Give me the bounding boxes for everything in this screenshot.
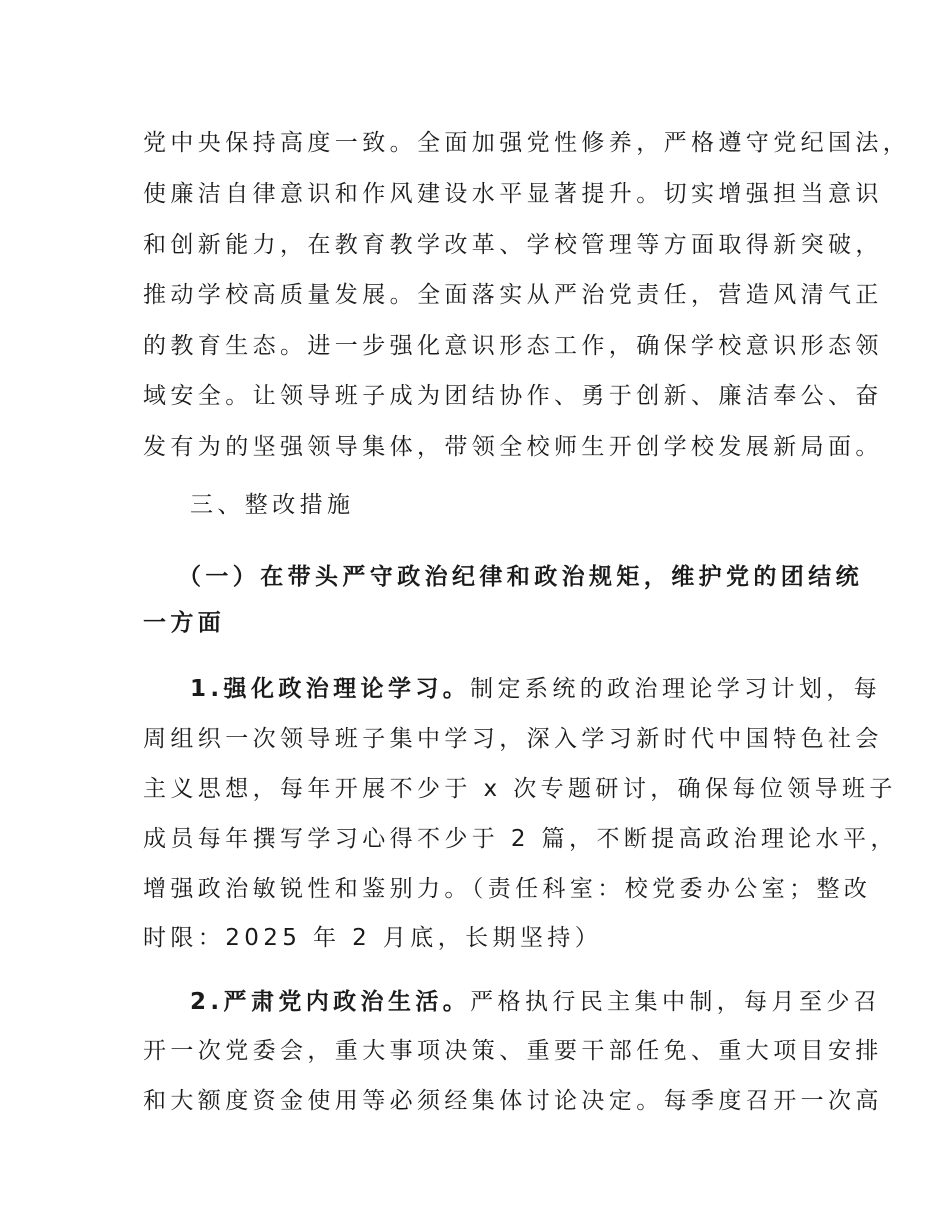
item1-line-4: 成员每年撰写学习心得不少于 2 篇，不断提高政治理论水平，: [143, 826, 898, 852]
intro-line-4: 推动学校高质量发展。全面落实从严治党责任，营造风清气正: [143, 282, 883, 308]
item2-line-3: 和大额度资金使用等必须经集体讨论决定。每季度召开一次高: [143, 1088, 883, 1114]
intro-line-3: 和创新能力，在教育教学改革、学校管理等方面取得新突破，: [143, 232, 883, 258]
intro-line-1: 党中央保持高度一致。全面加强党性修养，严格遵守党纪国法，: [143, 130, 911, 156]
subsection-heading-line-1: （一）在带头严守政治纪律和政治规矩，维护党的团结统: [178, 564, 863, 590]
item1-line-5: 增强政治敏锐性和鉴别力。（责任科室：校党委办公室；整改: [143, 876, 872, 902]
item1-line-6: 时限：2025 年 2 月底，长期坚持）: [143, 925, 603, 951]
intro-line-6: 域安全。让领导班子成为团结协作、勇于创新、廉洁奉公、奋: [143, 383, 883, 409]
subsection-heading-line-2: 一方面: [143, 610, 226, 636]
item1-line-3: 主义思想，每年开展不少于 x 次专题研讨，确保每位领导班子: [143, 776, 897, 802]
intro-line-7: 发有为的坚强领导集体，带领全校师生开创学校发展新局面。: [143, 434, 883, 460]
item2-title: 2.严肃党内政治生活。: [190, 989, 471, 1015]
section-heading: 三、整改措施: [190, 492, 355, 518]
item1-line-2: 周组织一次领导班子集中学习，深入学习新时代中国特色社会: [143, 726, 883, 752]
intro-line-2: 使廉洁自律意识和作风建设水平显著提升。切实增强担当意识: [143, 181, 883, 207]
item2-line-1: 严格执行民主集中制，每月至少召: [470, 989, 882, 1015]
item2-first-line: [190, 987, 881, 1017]
item1-title: 1.强化政治理论学习。: [190, 676, 471, 702]
intro-line-5: 的教育生态。进一步强化意识形态工作，确保学校意识形态领: [143, 333, 883, 359]
item2-line-2: 开一次党委会，重大事项决策、重要干部任免、重大项目安排: [143, 1038, 883, 1064]
item1-first-line: [190, 674, 881, 704]
item1-line-1: 制定系统的政治理论学习计划，每: [470, 676, 882, 702]
